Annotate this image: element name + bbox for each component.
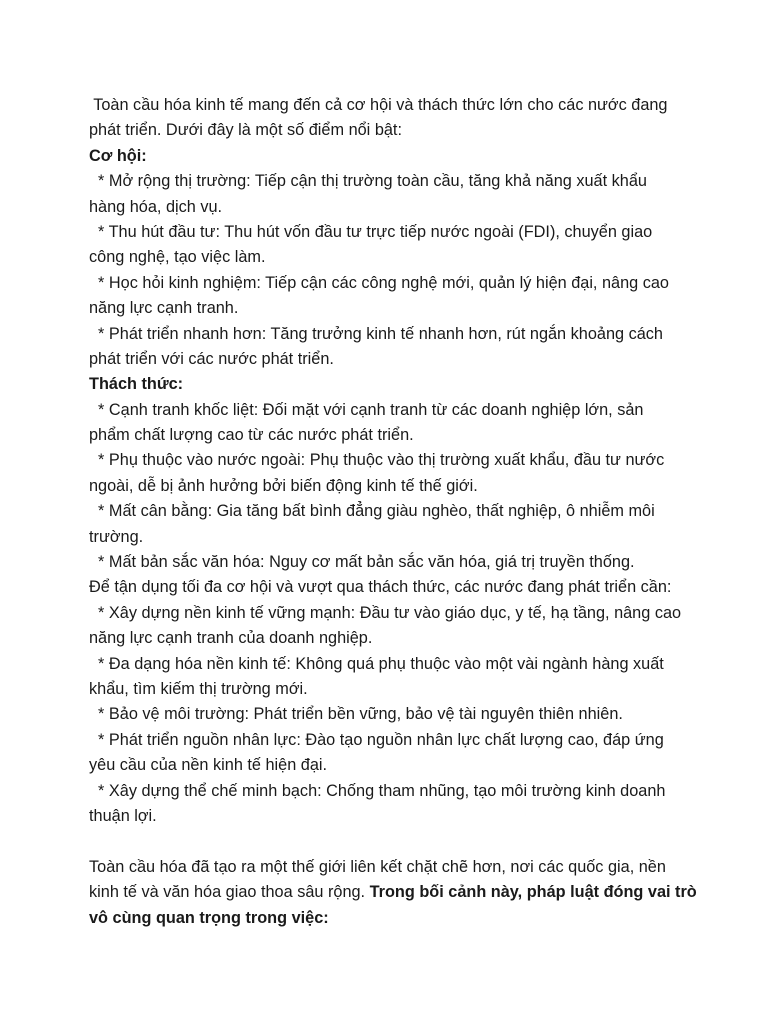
list-item: [89, 499, 689, 550]
list-item-line: năng lực cạnh tranh của doanh nghiệp.: [89, 629, 373, 648]
list-item-line: * Xây dựng nền kinh tế vững mạnh: Đầu tư vào giáo dục, y tế, hạ tầng, nâng cao: [89, 603, 682, 622]
list-item: [89, 550, 689, 575]
list-item-line: khẩu, tìm kiếm thị trường mới.: [89, 679, 308, 698]
list-item: [89, 448, 689, 499]
solutions-intro: Để tận dụng tối đa cơ hội và vượt qua thách thức, các nước đang phát triển cần:: [89, 578, 672, 597]
intro-paragraph: [89, 93, 689, 144]
opportunities-heading: Cơ hội:: [89, 146, 147, 165]
list-item-line: năng lực cạnh tranh.: [89, 299, 239, 318]
list-item: [89, 271, 689, 322]
list-item-line: phát triển với các nước phát triển.: [89, 349, 334, 368]
list-item: [89, 702, 689, 727]
list-item-line: hàng hóa, dịch vụ.: [89, 197, 223, 216]
list-item-line: * Mở rộng thị trường: Tiếp cận thị trường toàn cầu, tăng khả năng xuất khẩu: [89, 172, 647, 191]
list-item-line: phẩm chất lượng cao từ các nước phát triển.: [89, 426, 414, 445]
challenges-list: [89, 398, 689, 576]
paragraph-spacer: [89, 829, 689, 854]
list-item: [89, 728, 689, 779]
list-item: [89, 779, 689, 830]
list-item-line: * Mất bản sắc văn hóa: Nguy cơ mất bản sắc văn hóa, giá trị truyền thống.: [89, 553, 635, 572]
list-item-line: trường.: [89, 527, 144, 546]
list-item-line: thuận lợi.: [89, 806, 157, 825]
intro-line-1: Toàn cầu hóa kinh tế mang đến cả cơ hội và thách thức lớn cho các nước đang: [89, 96, 668, 114]
list-item-line: * Bảo vệ môi trường: Phát triển bền vững, bảo vệ tài nguyên thiên nhiên.: [89, 705, 623, 724]
list-item-line: * Phát triển nguồn nhân lực: Đào tạo nguồn nhân lực chất lượng cao, đáp ứng: [89, 730, 664, 749]
list-item: [89, 398, 689, 449]
solutions-list: [89, 601, 689, 830]
list-item-line: * Học hỏi kinh nghiệm: Tiếp cận các công nghệ mới, quản lý hiện đại, nâng cao: [89, 273, 669, 292]
closing-line-1: Toàn cầu hóa đã tạo ra một thế giới liên kết chặt chẽ hơn, nơi các quốc gia, nền: [89, 857, 666, 876]
list-item-line: * Xây dựng thể chế minh bạch: Chống tham nhũng, tạo môi trường kinh doanh: [89, 781, 666, 800]
list-item-line: * Phụ thuộc vào nước ngoài: Phụ thuộc vào thị trường xuất khẩu, đầu tư nước: [89, 451, 665, 470]
list-item: [89, 169, 689, 220]
list-item: [89, 322, 689, 373]
list-item-line: * Phát triển nhanh hơn: Tăng trưởng kinh tế nhanh hơn, rút ngắn khoảng cách: [89, 324, 663, 343]
document-page: [89, 93, 697, 931]
list-item-line: ngoài, dễ bị ảnh hưởng bởi biến động kinh tế thế giới.: [89, 476, 478, 495]
list-item-line: * Đa dạng hóa nền kinh tế: Không quá phụ thuộc vào một vài ngành hàng xuất: [89, 654, 664, 673]
list-item: [89, 220, 689, 271]
closing-line-2: [89, 880, 697, 905]
list-item: [89, 652, 689, 703]
closing-plain-text: kinh tế và văn hóa giao thoa sâu rộng.: [89, 883, 370, 902]
closing-paragraph: [89, 855, 697, 931]
closing-bold-text: Trong bối cảnh này, pháp luật đóng vai trò: [369, 883, 697, 902]
list-item-line: * Thu hút đầu tư: Thu hút vốn đầu tư trực tiếp nước ngoài (FDI), chuyển giao: [89, 222, 653, 241]
list-item-line: * Mất cân bằng: Gia tăng bất bình đẳng giàu nghèo, thất nghiệp, ô nhiễm môi: [89, 502, 655, 521]
list-item: [89, 601, 689, 652]
list-item-line: yêu cầu của nền kinh tế hiện đại.: [89, 756, 328, 775]
intro-line-2: phát triển. Dưới đây là một số điểm nổi bật:: [89, 121, 402, 140]
list-item-line: * Cạnh tranh khốc liệt: Đối mặt với cạnh tranh từ các doanh nghiệp lớn, sản: [89, 400, 644, 419]
closing-line-3: vô cùng quan trọng trong việc:: [89, 908, 329, 927]
challenges-heading: Thách thức:: [89, 375, 184, 394]
opportunities-list: [89, 169, 689, 372]
list-item-line: công nghệ, tạo việc làm.: [89, 248, 266, 267]
